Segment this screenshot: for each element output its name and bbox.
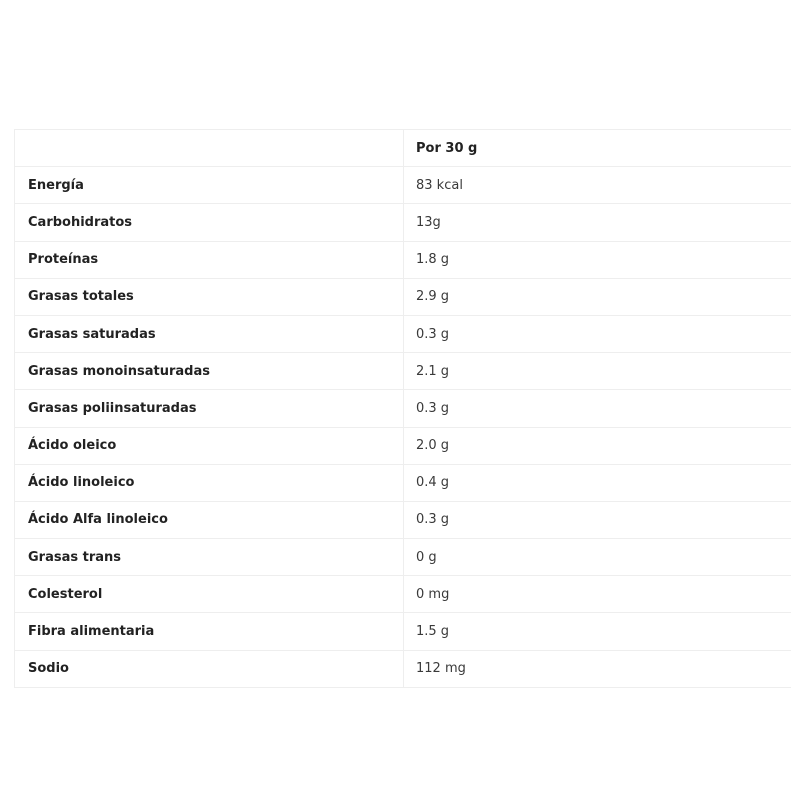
table-row bbox=[15, 427, 791, 464]
nutrient-value: 2.1 g bbox=[404, 353, 791, 390]
nutrient-label: Energía bbox=[15, 167, 404, 204]
nutrient-label: Ácido Alfa linoleico bbox=[15, 501, 404, 538]
nutrient-value: 2.0 g bbox=[404, 427, 791, 464]
nutrient-value: 0.4 g bbox=[404, 464, 791, 501]
nutrient-value: 0 mg bbox=[404, 576, 791, 613]
nutrient-label: Ácido linoleico bbox=[15, 464, 404, 501]
nutrient-value: 13g bbox=[404, 204, 791, 241]
nutrient-value: 0.3 g bbox=[404, 315, 791, 352]
table-row bbox=[15, 241, 791, 278]
table-row bbox=[15, 539, 791, 576]
header-serving-size: Por 30 g bbox=[404, 130, 791, 167]
nutrient-label: Proteínas bbox=[15, 241, 404, 278]
nutrient-value: 1.5 g bbox=[404, 613, 791, 650]
nutrient-label: Carbohidratos bbox=[15, 204, 404, 241]
table-header-row bbox=[15, 130, 791, 167]
nutrient-value: 1.8 g bbox=[404, 241, 791, 278]
nutrient-label: Grasas totales bbox=[15, 278, 404, 315]
nutrient-label: Grasas poliinsaturadas bbox=[15, 390, 404, 427]
nutrient-label: Grasas saturadas bbox=[15, 315, 404, 352]
nutrient-label: Grasas trans bbox=[15, 539, 404, 576]
table-row bbox=[15, 390, 791, 427]
nutrient-value: 0.3 g bbox=[404, 390, 791, 427]
nutrient-label: Fibra alimentaria bbox=[15, 613, 404, 650]
nutrient-value: 112 mg bbox=[404, 650, 791, 687]
nutrient-value: 83 kcal bbox=[404, 167, 791, 204]
table-row bbox=[15, 315, 791, 352]
nutrient-label: Grasas monoinsaturadas bbox=[15, 353, 404, 390]
nutrient-label: Colesterol bbox=[15, 576, 404, 613]
nutrient-label: Sodio bbox=[15, 650, 404, 687]
nutrient-value: 0.3 g bbox=[404, 501, 791, 538]
table-row bbox=[15, 167, 791, 204]
table-row bbox=[15, 464, 791, 501]
nutrition-facts-table bbox=[14, 129, 791, 688]
table-row bbox=[15, 613, 791, 650]
nutrition-table-container bbox=[14, 129, 790, 688]
nutrient-label: Ácido oleico bbox=[15, 427, 404, 464]
header-label-cell bbox=[15, 130, 404, 167]
nutrient-value: 0 g bbox=[404, 539, 791, 576]
nutrient-value: 2.9 g bbox=[404, 278, 791, 315]
table-row bbox=[15, 204, 791, 241]
table-row bbox=[15, 501, 791, 538]
table-row bbox=[15, 353, 791, 390]
table-row bbox=[15, 650, 791, 687]
table-row bbox=[15, 576, 791, 613]
table-row bbox=[15, 278, 791, 315]
